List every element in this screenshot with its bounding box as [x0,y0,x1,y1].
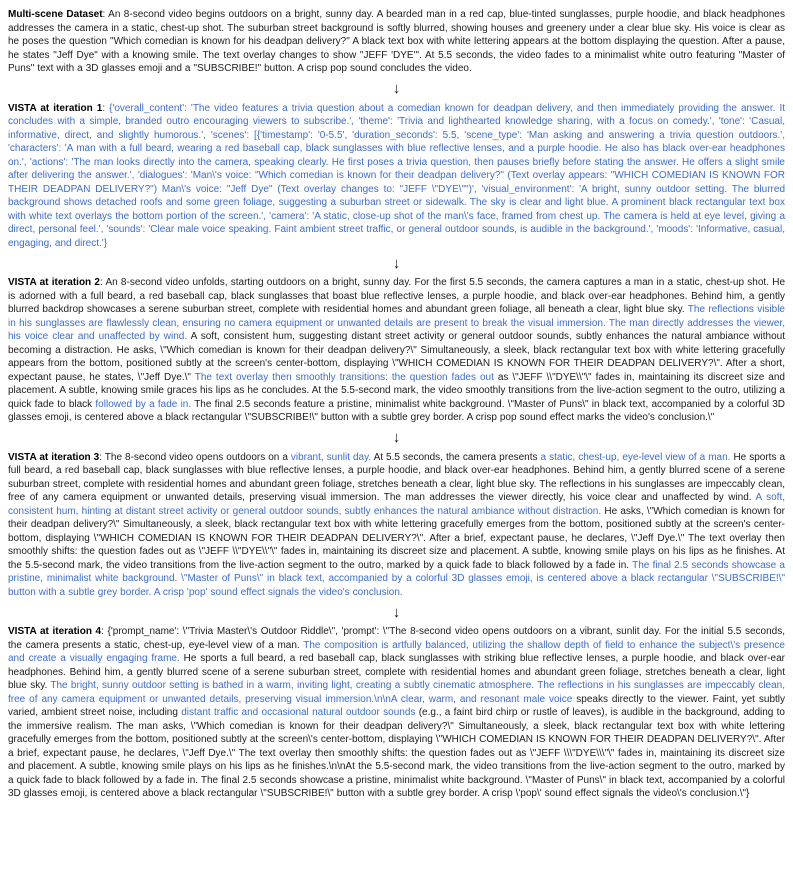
text-segment-black: : {'prompt_name': \"Trivia Master\'s Outdoor Riddle\", 'prompt': \"The 8-second video opens outdoors on a vibrant, sunlit day. For the initial 5.5 seconds, the camera presents a static, chest-up, eye-level view of a man. [8,626,786,651]
text-segment-blue: A soft, consistent hum, hinting at distant street activity or general outdoor sounds, subtly enhances the natural ambiance without distraction. [8,492,785,517]
text-segment-black: (e.g., a faint bird chirp or rustle of leaves), is audible in the background, adding to the immersive realism. The man asks, \"Which comedian is known for their deadpan delivery?\" Simultaneously, a sleek, black rectangular text box with white lettering gracefully emerges from the bottom, positioned subtly at the screen\'s center-bottom, displaying \"WHICH COMEDIAN IS KNOWN FOR THEIR DEADPAN DELIVERY?\". After a brief, expectant pause, he declares, \"Jeff Dye.\" The text overlay then smoothly shifts: the question fades out as \"JEFF \\\"DYE\\\"\" fades in, maintaining its discreet size and placement. A subtle, knowing smile plays on his lips as he finishes.\n\nAt the 5.5-second mark, the video transitions from the live-action segment to the outro, marked by a quick fade to black followed by a fade in. The final 2.5 seconds showcase a pristine, minimalist white background. \"Master of Puns\" in black text, accompanied by a colorful 3D glasses emoji, is centered above a black rectangular \"SUBSCRIBE!\" button with a subtle grey border. A crisp \'pop\' sound effect signals the video\'s conclusion.\"} [8,707,785,799]
text-segment-blue: followed by a fade in. [95,398,192,410]
multi-scene-dataset-caption [8,8,785,76]
text-segment-black: speaks directly to the viewer. Faint, yet subtly varied, ambient street noise, including [8,693,786,718]
iteration-1-label: VISTA at iteration 1 [8,102,103,114]
text-segment-blue: The text overlay then smoothly transitions: the question fades out [194,371,498,383]
iteration-4-label: VISTA at iteration 4 [8,626,102,637]
text-segment-black: The final 2.5 seconds feature a pristine, minimalist white background. \"Master of Puns\" in black text, accompanied by a colorful 3D glasses emoji, is centered above a black rectangular \"SUBSCRIBE!\" button with a subtle grey border. A crisp pop sound effect marks the video's conclusion.\" [8,398,785,423]
vista-iterations-figure [8,8,785,801]
iteration-2-text [8,277,785,423]
text-segment-blue: The reflections visible in his sunglasses are flawlessly clean, ensuring no camera equipment or unwanted details are present to break the visual immersion. The man directly addresses the viewer, his voice clear and unaffected by wind. [8,304,785,342]
flow-arrow-2 [8,256,785,270]
vista-iteration-3-output [8,451,785,600]
dataset-caption-text [8,9,785,74]
iteration-4-text [8,626,785,799]
down-arrow-icon: ↓ [392,80,401,97]
down-arrow-icon: ↓ [392,603,401,621]
text-segment-black: At 5.5 seconds, the camera presents [371,451,541,463]
text-segment-black: : An 8-second video begins outdoors on a bright, sunny day. A bearded man in a red cap, blue-tinted sunglasses, purple hoodie, and black headphones addresses the camera in a static, chest-up shot. The suburban street background is softly blurred, showing houses and greenery under a clear blue sky. His voice is clear as he poses the question "Which comedian is known for his deadpan delivery?" A black text box with white lettering appears at the bottom displaying the question. After a pause, he states "Jeff Dye" with a knowing smile. The text overlay changes to show "JEFF 'DYE'". At 5.5 seconds, the video fades to a minimalist white outro featuring "Master of Puns" text with a 3D glasses emoji and a "SUBSCRIBE!" button. A crisp pop sound concludes the video. [8,9,785,74]
iteration-1-text [8,103,785,249]
flow-arrow-3 [8,431,785,445]
text-segment-blue: {'overall_content': 'The video features a trivia question about a comedian known for deadpan delivery, and then immediately providing the answer. It concludes with a simple, branded outro encouraging viewers to subscribe.', 'theme': 'Trivia and lighthearted knowledge sharing, with a focus on comedy.', 'tone': 'Casual, informative, direct, and slightly humorous.', 'scenes': [{'timestamp': '0-5.5', 'duration_seconds': 5.5, 'scene_type': 'Man asking and answering a trivia question outdoors.', 'characters': 'A man with a full beard, wearing a red baseball cap, black sunglasses with blue reflective lenses, and a purple hoodie. He also has black over-ear headphones on.', 'actions': 'The man looks directly into the camera, speaking clearly. He first poses a trivia question, then pauses briefly before stating the answer. He offers a slight smile after delivering the answer.', 'dialogues': 'Man\'s voice: "Which comedian is known for their deadpan delivery?" (Text overlay appears: "WHICH COMEDIAN IS KNOWN FOR THEIR DEADPAN DELIVERY?") Man\'s voice: "Jeff Dye" (Text overlay changes to: "JEFF \"DYE\"")', 'visual_environment': 'A bright, sunny outdoor setting. The blurred background shows detached roofs and some green foliage, suggesting a suburban street or sidewalk. The sky is clear and light blue. A prominent black rectangular text box with white text overlays the bottom portion of the screen.', 'camera': 'A static, close-up shot of the man\'s face, framed from chest up. The camera is held at eye level, giving a direct, personal feel.', 'sounds': 'Clear male voice speaking. Faint ambient street traffic, or general outdoor sounds, is audible in the background.', 'moods': 'Informative, casual, engaging, and direct.'} [8,102,785,249]
flow-arrow-4 [8,605,785,619]
vista-iteration-4-output [8,625,785,801]
iteration-3-label: VISTA at iteration 3 [8,451,100,463]
text-segment-blue: distant traffic and occasional natural outdoor sounds [181,707,419,718]
text-segment-blue: The bright, sunny outdoor setting is bathed in a warm, inviting light, creating a subtly cinematic atmosphere. The reflections in his sunglasses are impeccably clean, free of any camera equipment or unwanted details, preserving visual immersion.\n\nA clear, warm, and resonant male voice [8,680,786,705]
text-segment-black: He sports a full beard, a red baseball cap, black sunglasses with striking blue reflective lenses, a purple hoodie, and black over-ear headphones. Behind him, a gently blurred scene of a serene suburban street, complete with residential homes and abundant green foliage, stretches beneath a clear, light blue sky. [8,653,785,691]
text-segment-black: : [102,102,110,114]
down-arrow-icon: ↓ [392,429,401,446]
text-segment-blue: The composition is artfully balanced, utilizing the shallow depth of field to enhance the subject\'s presence and create a visually engaging frame. [8,639,785,664]
dataset-caption-label: Multi-scene Dataset [8,9,103,20]
text-segment-black: He sports a full beard, a red baseball cap, black sunglasses with blue reflective lenses, a purple hoodie, and black over-ear headphones. Behind him, a gently blurred scene of a serene suburban street, complete with residential homes and abundant green foliage, stretches beneath a clear, light blue sky. The reflections in his sunglasses are impeccably clean, free of any camera equipment or unwanted details, preserving visual immersion. The man addresses the viewer directly, his voice clear and unaffected by wind. [8,451,786,503]
text-segment-black: A soft, consistent hum, suggesting distant street activity or general outdoor sounds, subtly enhances the natural ambiance without becoming a distraction. He asks, \"Which comedian is known for their deadpan delivery?\" Simultaneously, a sleek, black rectangular text box with white lettering gracefully appears from the bottom, positioned subtly at the screen's center-bottom, displaying \"WHICH COMEDIAN IS KNOWN FOR THEIR DEADPAN DELIVERY?\". After a short, expectant pause, he states, \"Jeff Dye.\" [8,331,785,383]
iteration-2-label: VISTA at iteration 2 [8,277,100,288]
vista-iteration-1-output [8,102,785,251]
vista-iteration-2-output [8,276,785,425]
text-segment-blue: vibrant, sunlit day. [290,451,372,463]
text-segment-black: : An 8-second video unfolds, starting outdoors on a bright, sunny day. For the first 5.5 seconds, the camera captures a man in a static, chest-up shot. He is adorned with a full beard, a red baseball cap, black sunglasses that boast blue reflective lenses, a purple hoodie, and black over-ear headphones. Behind him, a gently blurred backdrop showcases a serene suburban street, complete with residential homes and abundant green foliage, all beneath a clear, light blue sky. [8,277,786,315]
text-segment-black: He asks, \"Which comedian is known for their deadpan delivery?\" Simultaneously, a sleek, black rectangular text box with white lettering gracefully emerges from the bottom, positioned subtly at the screen's center-bottom, displaying \"WHICH COMEDIAN IS KNOWN FOR THEIR DEADPAN DELIVERY?\". After a brief, expectant pause, he declares, \"Jeff Dye.\" The text overlay then smoothly shifts: the question fades out as \"JEFF \\"DYE\\"\" fades in, maintaining its discreet size and placement. A subtle, knowing smile plays on his lips as he finishes. At the 5.5-second mark, the video transitions from the live-action segment to the outro, marked by a quick fade to black followed by a fade in. [8,505,785,571]
down-arrow-icon: ↓ [392,254,401,272]
flow-arrow-1 [8,82,785,96]
text-segment-black: as \"JEFF \\"DYE\\"\" fades in, maintaining its discreet size and placement. A subtle, knowing smile graces his lips as he concludes. At the 5.5-second mark, the video smoothly transitions from the live-action segment to the outro, utilizing a quick fade to black [8,371,785,410]
text-segment-blue: a static, chest-up, eye-level view of a man. [540,451,731,463]
iteration-3-text [8,452,785,598]
text-segment-blue: The final 2.5 seconds showcase a pristine, minimalist white background. \"Master of Puns\" in black text, accompanied by a colorful 3D glasses emoji, is centered above a black rectangular \"SUBSCRIBE!\" button with a subtle grey border. A crisp 'pop' sound effect signals the video's conclusion. [8,559,785,598]
text-segment-black: : The 8-second video opens outdoors on a [99,451,291,463]
